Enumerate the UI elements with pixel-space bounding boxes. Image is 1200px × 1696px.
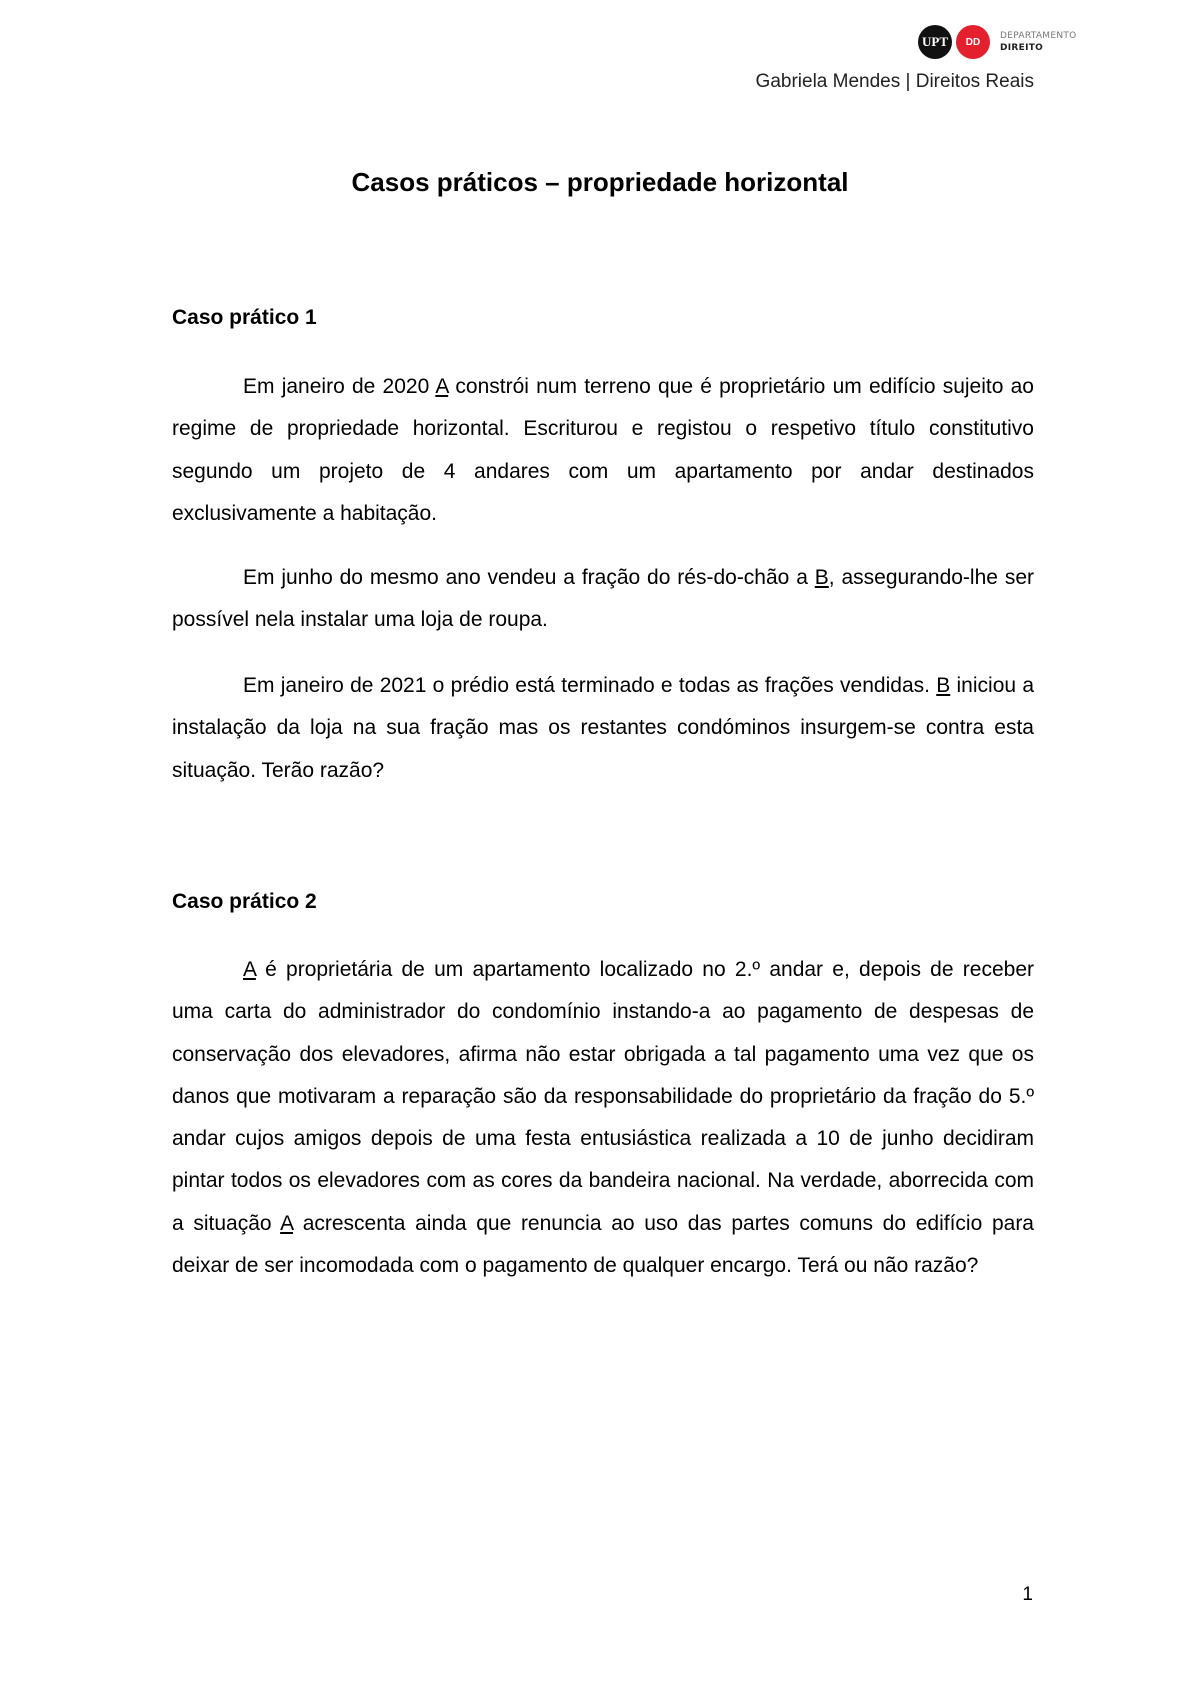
case-1-paragraph-1: Em janeiro de 2020 A constrói num terreno que é proprietário um edifício sujeito ao regime de propriedade horizontal. Escriturou e registou o respetivo título constitutivo segundo um projeto de 4 andares com um apartamento por andar destinados exclusivamente a habitação. [172,375,1034,525]
party-b: B [936,674,951,697]
case-1-heading: Caso prático 1 [172,306,317,329]
department-logo-text [1000,30,1077,54]
party-a: A [280,1211,293,1235]
party-b: B [814,566,829,589]
university-logo-mark: UPT [918,25,952,59]
department-logo [918,22,1078,62]
department-logo-mark: DD [956,25,990,59]
case-1-paragraph-2: Em junho do mesmo ano vendeu a fração do rés-do-chão a B, assegurando-lhe ser possível nela instalar uma loja de roupa. [172,566,1034,632]
case-1-paragraph-3: Em janeiro de 2021 o prédio está terminado e todas as frações vendidas. B iniciou a instalação da loja na sua fração mas os restantes condóminos insurgem-se contra esta situação. Terão razão? [172,674,1034,782]
running-header: Gabriela Mendes | Direitos Reais [755,71,1034,92]
case-2-paragraph-1: A é proprietária de um apartamento localizado no 2.º andar e, depois de receber uma carta do administrador do condomínio instando-a ao pagamento de despesas de conservação dos elevadores, afirma não estar obrigada a tal pagamento uma vez que os danos que motivaram a reparação são da responsabilidade do proprietário da fração do 5.º andar cujos amigos depois de uma festa entusiástica realizada a 10 de junho decidiram pintar todos os elevadores com as cores da bandeira nacional. Na verdade, aborrecida com a situação A acrescenta ainda que renuncia ao uso das partes comuns do edifício para deixar de ser incomodada com o pagamento de qualquer encargo. Terá ou não razão? [172,958,1034,1278]
logo-line-1: DEPARTAMENTO [1000,31,1077,41]
party-a: A [435,375,449,398]
document-title: Casos práticos – propriedade horizontal [351,167,849,197]
case-2-heading: Caso prático 2 [172,890,317,913]
page-number: 1 [1022,1584,1033,1605]
party-a: A [243,958,256,981]
logo-line-2: DIREITO [1000,43,1044,53]
